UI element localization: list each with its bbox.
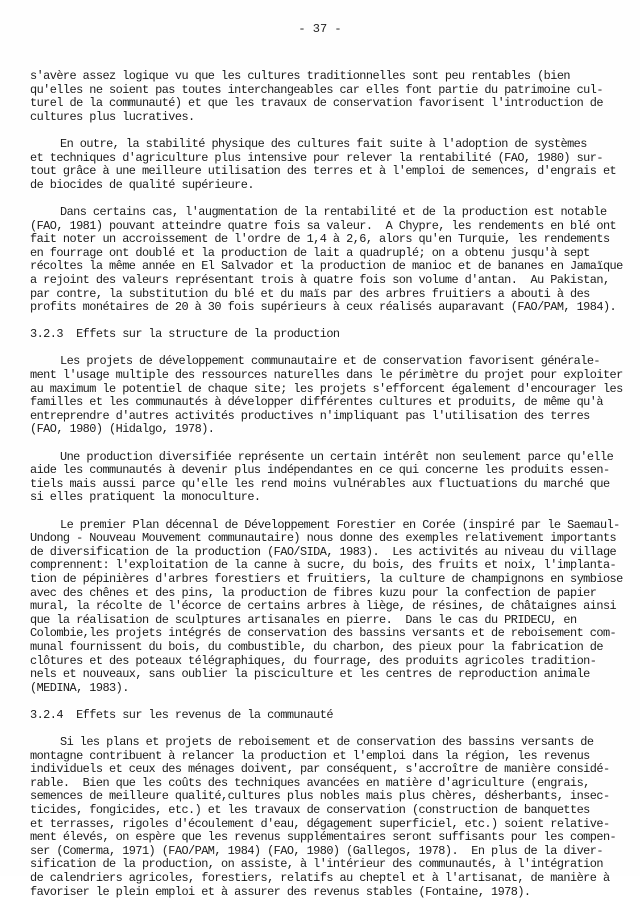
text-line: sification de la production, on assiste, à l'intérieur des communautés, à l'intégration xyxy=(30,857,603,872)
text-line: Les projets de développement communautaire et de conservation favorisent générale- xyxy=(60,354,601,369)
text-line: Le premier Plan décennal de Développement Forestier en Corée (inspiré par le Saemaul- xyxy=(60,517,620,532)
text-line: ment l'usage multiple des ressources naturelles dans le périmètre du projet pour exploiter xyxy=(30,368,623,383)
text-line: avec des chênes et des pins, la production de fibres kuzu pour la confection de papier xyxy=(30,585,597,600)
text-line: nels et nouveaux, sans oublier la pisciculture et les centres de reproduction animale xyxy=(30,667,590,682)
text-line: tout grâce à une meilleure utilisation des terres et à l'emploi de semences, d'engrais et xyxy=(30,164,617,179)
text-line: comprennent: l'exploitation de la canne à sucre, du bois, des fruits et noix, l'implanta- xyxy=(30,558,617,573)
text-line: cultures plus lucratives. xyxy=(30,109,195,124)
text-line: montagne contribuent à relancer la production et l'emploi dans la région, les revenus xyxy=(30,748,590,763)
text-line: Si les plans et projets de reboisement et de conservation des bassins versants de xyxy=(60,735,594,750)
text-line: de biocides de qualité supérieure. xyxy=(30,177,254,192)
text-line: s'avère assez logique vu que les cultures traditionnelles sont peu rentables (bien xyxy=(30,69,571,83)
text-line: ment élevés, on espère que les revenus supplémentaires seront suffisants pour les compen- xyxy=(30,830,617,845)
text-line: récoltes la même année en El Salvador et la production de manioc et de bananes en Jamaïque xyxy=(30,259,623,274)
text-line: que la réalisation de sculptures artisanales en pierre. Dans le cas du PRIDECU, en xyxy=(30,612,577,627)
text-line: de calendriers agricoles, forestiers, relatifs au cheptel et à l'artisanat, de manière à xyxy=(30,871,610,886)
paragraph xyxy=(30,519,630,696)
text-line: mural, la récolte de l'écorce de certains arbres à liège, de résines, de châtaignes ainsi xyxy=(30,599,617,614)
text-line: par contre, la substitution du blé et du maïs par des arbres fruitiers a abouti à des xyxy=(30,286,590,301)
text-line: au maximum le potentiel de chaque site; les projets s'efforcent également d'encourager les xyxy=(30,381,623,396)
text-line: et terrasses, rigoles d'écoulement d'eau, dégagement superficiel, etc.) soient relative- xyxy=(30,816,610,831)
paragraph xyxy=(30,138,630,192)
text-line: En outre, la stabilité physique des cultures fait suite à l'adoption de systèmes xyxy=(60,136,587,151)
text-line: Une production diversifiée représente un certain intérêt non seulement parce qu'elle xyxy=(60,449,614,464)
text-line: de diversification de la production (FAO/SIDA, 1983). Les activités au niveau du village xyxy=(30,544,617,559)
section-heading: 3.2.3 Effets sur la structure de la production xyxy=(30,327,340,342)
document-body xyxy=(30,70,630,913)
text-line: favoriser le plein emploi et à assurer des revenus stables (Fontaine, 1978). xyxy=(30,884,531,899)
page-number: - 37 - xyxy=(298,22,342,36)
text-line: a rejoint des valeurs représentant trois à quatre fois son volume d'antan. Au Pakistan, xyxy=(30,272,610,287)
text-line: (FAO, 1981) pouvant atteindre quatre fois sa valeur. A Chypre, les rendements en blé ont xyxy=(30,218,617,233)
text-line: Colombie,les projets intégrés de conservation des bassins versants et de reboisement com- xyxy=(30,626,617,641)
section-heading: 3.2.4 Effets sur les revenus de la communauté xyxy=(30,707,333,722)
text-line: semences de meilleure qualité,cultures plus nobles mais plus chères, désherbants, insec- xyxy=(30,789,610,804)
paragraph xyxy=(30,355,630,437)
text-line: Dans certains cas, l'augmentation de la rentabilité et de la production est notable xyxy=(60,204,607,219)
text-line: aide les communautés à devenir plus indépendantes en ce qui concerne les produits essen- xyxy=(30,463,610,478)
text-line: munal fournissent du bois, du combustible, du charbon, des pieux pour la fabrication de xyxy=(30,639,603,654)
text-line: (MEDINA, 1983). xyxy=(30,680,129,695)
paragraph xyxy=(30,451,630,505)
text-line: qu'elles ne soient pas toutes interchangeables car elles font partie du patrimoine cul- xyxy=(30,82,603,97)
text-line: tiels mais aussi parce qu'elle les rend moins vulnérables aux fluctuations du marché que xyxy=(30,476,610,491)
text-line: en fourrage ont doublé et la production de lait a quadruplé; on a obtenu jusqu'à sept xyxy=(30,245,590,260)
text-line: si elles pratiquent la monoculture. xyxy=(30,490,261,505)
text-line: familles et les communautés à développer différentes cultures et produits, de même qu'à xyxy=(30,395,603,410)
paragraph xyxy=(30,206,630,315)
text-line: (FAO, 1980) (Hidalgo, 1978). xyxy=(30,422,215,437)
text-line: Undong - Nouveau Mouvement communautaire) nous donne des exemples relativement importants xyxy=(30,531,617,546)
text-line: turel de la communauté) et que les travaux de conservation favorisent l'introduction de xyxy=(30,96,603,111)
text-line: ser (Comerma, 1971) (FAO/PAM, 1984) (FAO, 1980) (Gallegos, 1978). En plus de la diver- xyxy=(30,843,603,858)
paragraph xyxy=(30,70,630,124)
text-line: clôtures et des poteaux télégraphiques, du fourrage, des produits agricoles tradition- xyxy=(30,653,597,668)
text-line: entreprendre d'autres activités productives n'impliquant pas l'utilisation des terres xyxy=(30,408,590,423)
text-line: individuels et ceux des ménages doivent, par conséquent, s'accroître de manière considé- xyxy=(30,762,610,777)
text-line: rable. Bien que les coûts des techniques avancées en matière d'agriculture (engrais, xyxy=(30,775,590,790)
text-line: profits monétaires de 20 à 30 fois supérieurs à ceux réalisés auparavant (FAO/PAM, 1984). xyxy=(30,300,617,315)
paragraph xyxy=(30,736,630,899)
text-line: tion de pépinières d'arbres forestiers et fruitiers, la culture de champignons en symbiose xyxy=(30,571,623,586)
text-line: fait noter un accroissement de l'ordre de 1,4 à 2,6, alors qu'en Turquie, les rendements xyxy=(30,232,610,247)
text-line: et techniques d'agriculture plus intensive pour relever la rentabilité (FAO, 1980) sur- xyxy=(30,150,603,165)
text-line: ticides, fongicides, etc.) et les travaux de conservation (construction de banquettes xyxy=(30,803,590,818)
